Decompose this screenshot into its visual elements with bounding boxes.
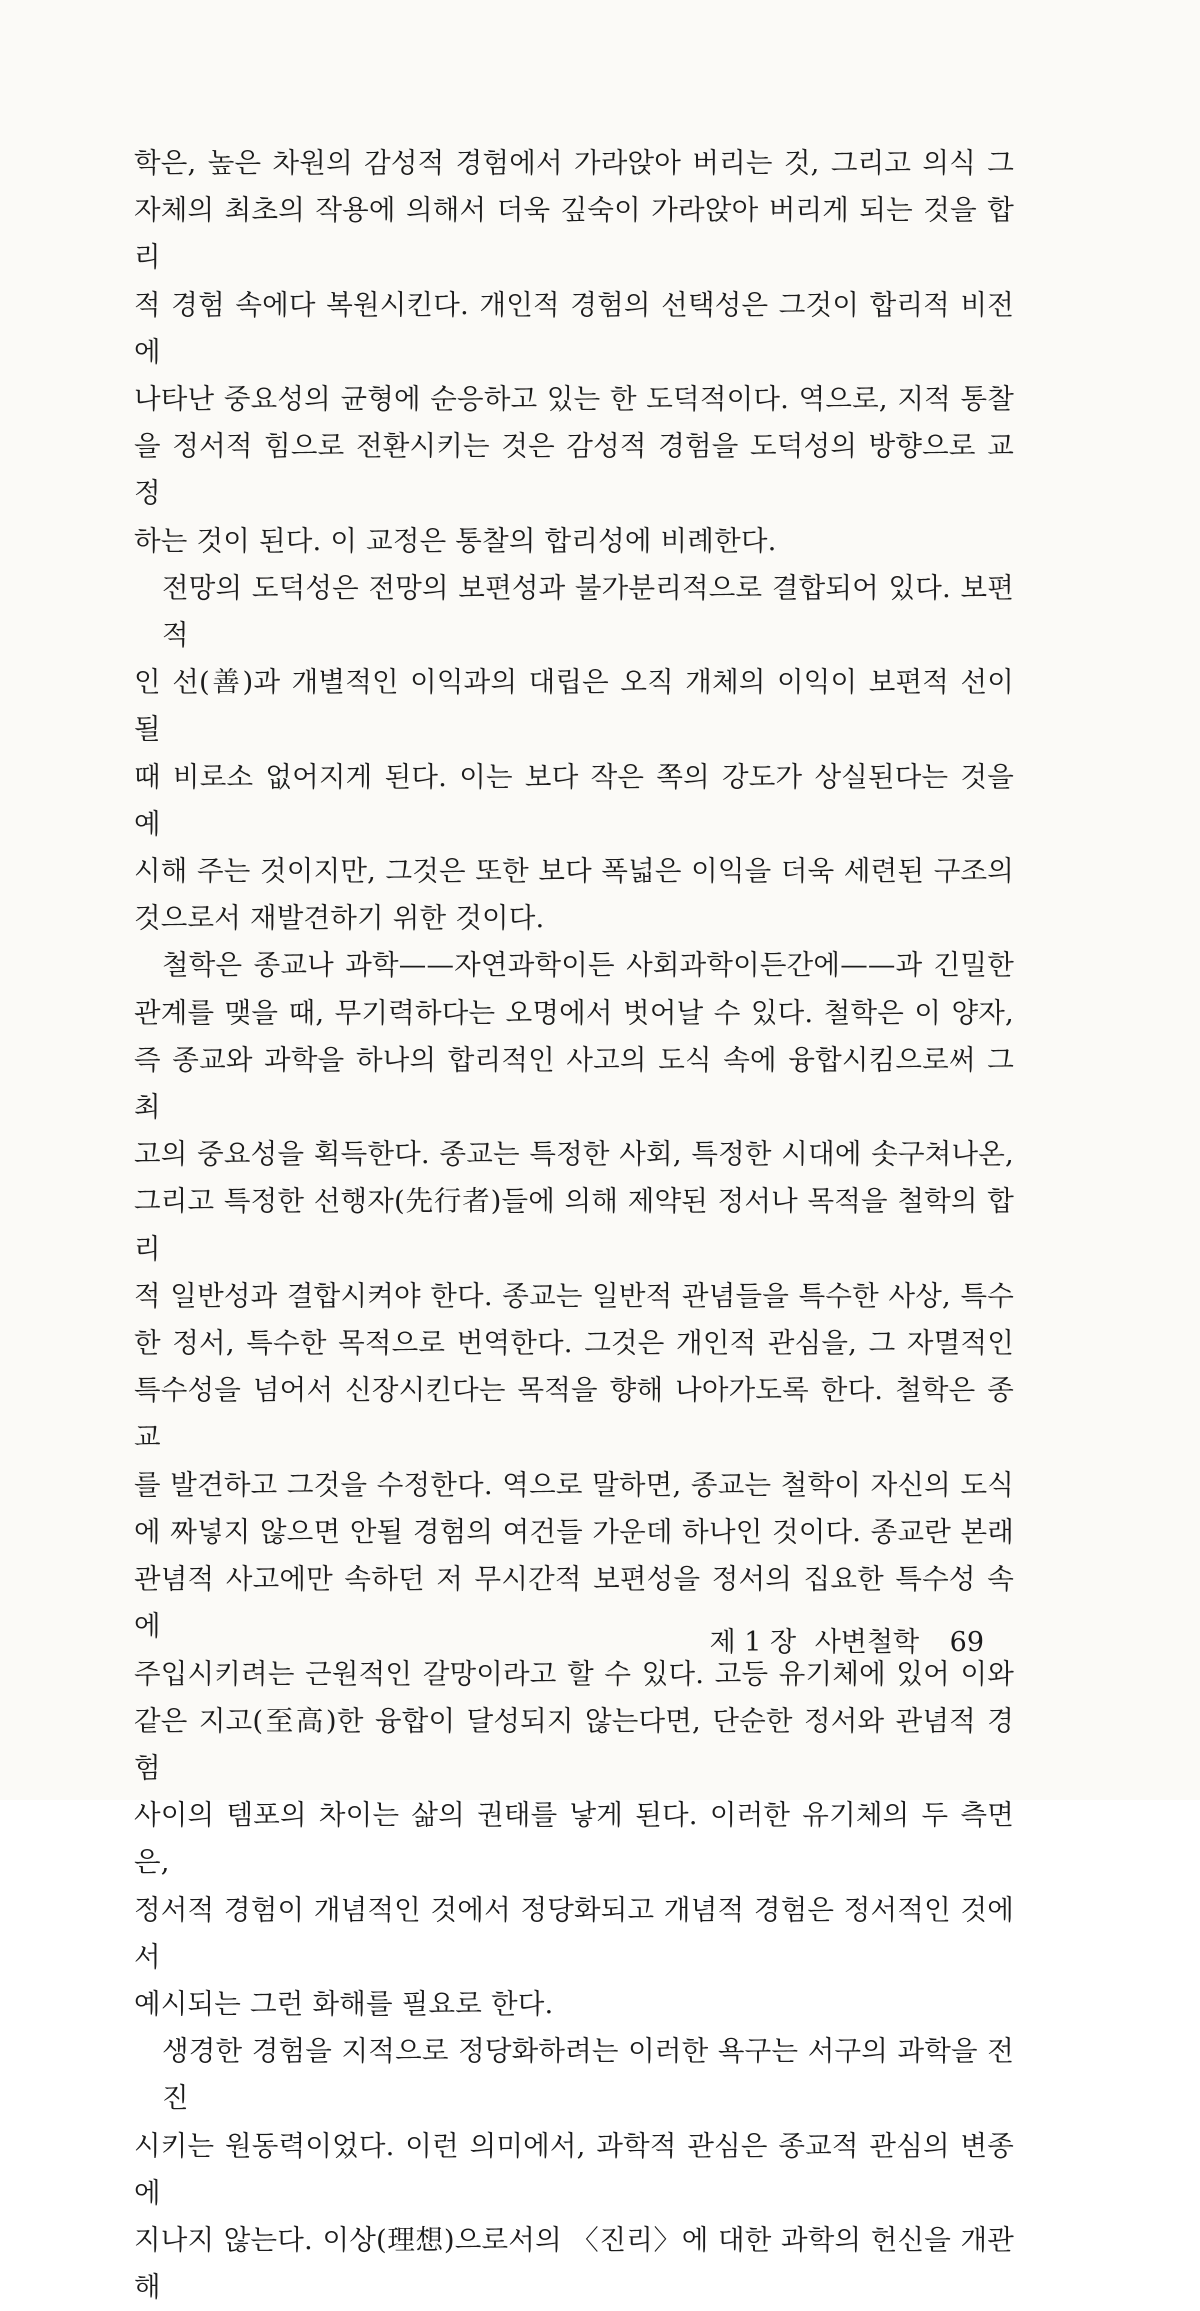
text-line: 지나지 않는다. 이상(理想)으로서의 〈진리〉에 대한 과학의 헌신을 개관해 (134, 2223, 1014, 2304)
text-line: 관계를 맺을 때, 무기력하다는 오명에서 벗어날 수 있다. 철학은 이 양자, (134, 996, 1014, 1029)
text-line: 인 선(善)과 개별적인 이익과의 대립은 오직 개체의 이익이 보편적 선이 될 (134, 666, 1014, 746)
text-line: 를 발견하고 그것을 수정한다. 역으로 말하면, 종교는 철학이 자신의 도식 (134, 1468, 1014, 1501)
text-line: 정서적 경험이 개념적인 것에서 정당화되고 개념적 경험은 정서적인 것에서 (134, 1893, 1014, 1973)
text-line: 때 비로소 없어지게 된다. 이는 보다 작은 쪽의 강도가 상실된다는 것을 예 (134, 760, 1014, 840)
text-line: 전망의 도덕성은 전망의 보편성과 불가분리적으로 결합되어 있다. 보편적 (162, 571, 1014, 652)
text-line: 철학은 종교나 과학——자연과학이든 사회과학이든간에——과 긴밀한 (162, 949, 1014, 982)
text-line: 한 정서, 특수한 목적으로 번역한다. 그것은 개인적 관심을, 그 자멸적인 (134, 1327, 1014, 1360)
chapter-label: 제 1 장 (709, 1627, 797, 1658)
paragraph-3 (134, 942, 1014, 2028)
text-line: 을 정서적 힘으로 전환시키는 것은 감성적 경험을 도덕성의 방향으로 교정 (134, 430, 1014, 510)
body-text (134, 140, 1014, 2311)
text-line: 적 경험 속에다 복원시킨다. 개인적 경험의 선택성은 그것이 합리적 비전에 (134, 288, 1014, 368)
text-line: 즉 종교와 과학을 하나의 합리적인 사고의 도식 속에 융합시킴으로써 그 최 (134, 1043, 1014, 1124)
text-line: 시해 주는 것이지만, 그것은 또한 보다 폭넓은 이익을 더욱 세련된 구조의 (134, 855, 1014, 888)
text-line: 하는 것이 된다. 이 교정은 통찰의 합리성에 비례한다. (134, 524, 777, 557)
text-line: 학은, 높은 차원의 감성적 경험에서 가라앉아 버리는 것, 그리고 의식 그 (134, 147, 1014, 179)
text-line: 생경한 경험을 지적으로 정당화하려는 이러한 욕구는 서구의 과학을 전진 (162, 2035, 1014, 2115)
text-line: 예시되는 그런 화해를 필요로 한다. (134, 1987, 554, 2020)
text-line: 관념적 사고에만 속하던 저 무시간적 보편성을 정서의 집요한 특수성 속에 (134, 1563, 1014, 1643)
text-line: 같은 지고(至高)한 융합이 달성되지 않는다면, 단순한 정서와 관념적 경험 (134, 1704, 1014, 1784)
text-line: 사이의 템포의 차이는 삶의 권태를 낳게 된다. 이러한 유기체의 두 측면은, (134, 1799, 1014, 1879)
text-line: 특수성을 넘어서 신장시킨다는 목적을 향해 나아가도록 한다. 철학은 종교 (134, 1374, 1014, 1454)
text-line: 나타난 중요성의 균형에 순응하고 있는 한 도덕적이다. 역으로, 지적 통찰 (134, 383, 1014, 416)
paragraph-4 (134, 2028, 1014, 2311)
paragraph-2 (134, 565, 1014, 943)
page-number: 69 (949, 1627, 984, 1658)
text-line: 시키는 원동력이었다. 이런 의미에서, 과학적 관심은 종교적 관심의 변종에 (134, 2129, 1014, 2209)
text-line: 것으로서 재발견하기 위한 것이다. (134, 902, 545, 935)
text-line: 주입시키려는 근원적인 갈망이라고 할 수 있다. 고등 유기체에 있어 이와 (134, 1657, 1014, 1690)
text-line: 그리고 특정한 선행자(先行者)들에 의해 제약된 정서나 목적을 철학의 합리 (134, 1185, 1014, 1265)
text-line: 고의 중요성을 획득한다. 종교는 특정한 사회, 특정한 시대에 솟구쳐나온, (134, 1138, 1014, 1171)
paragraph-1 (134, 140, 1014, 565)
page-footer (700, 1620, 984, 1659)
text-line: 자체의 최초의 작용에 의해서 더욱 깊숙이 가라앉아 버리게 되는 것을 합리 (134, 194, 1014, 274)
text-line: 적 일반성과 결합시켜야 한다. 종교는 일반적 관념들을 특수한 사상, 특수 (134, 1279, 1014, 1312)
text-line: 에 짜넣지 않으면 안될 경험의 여건들 가운데 하나인 것이다. 종교란 본래 (134, 1515, 1014, 1548)
chapter-title: 사변철학 (814, 1627, 920, 1658)
